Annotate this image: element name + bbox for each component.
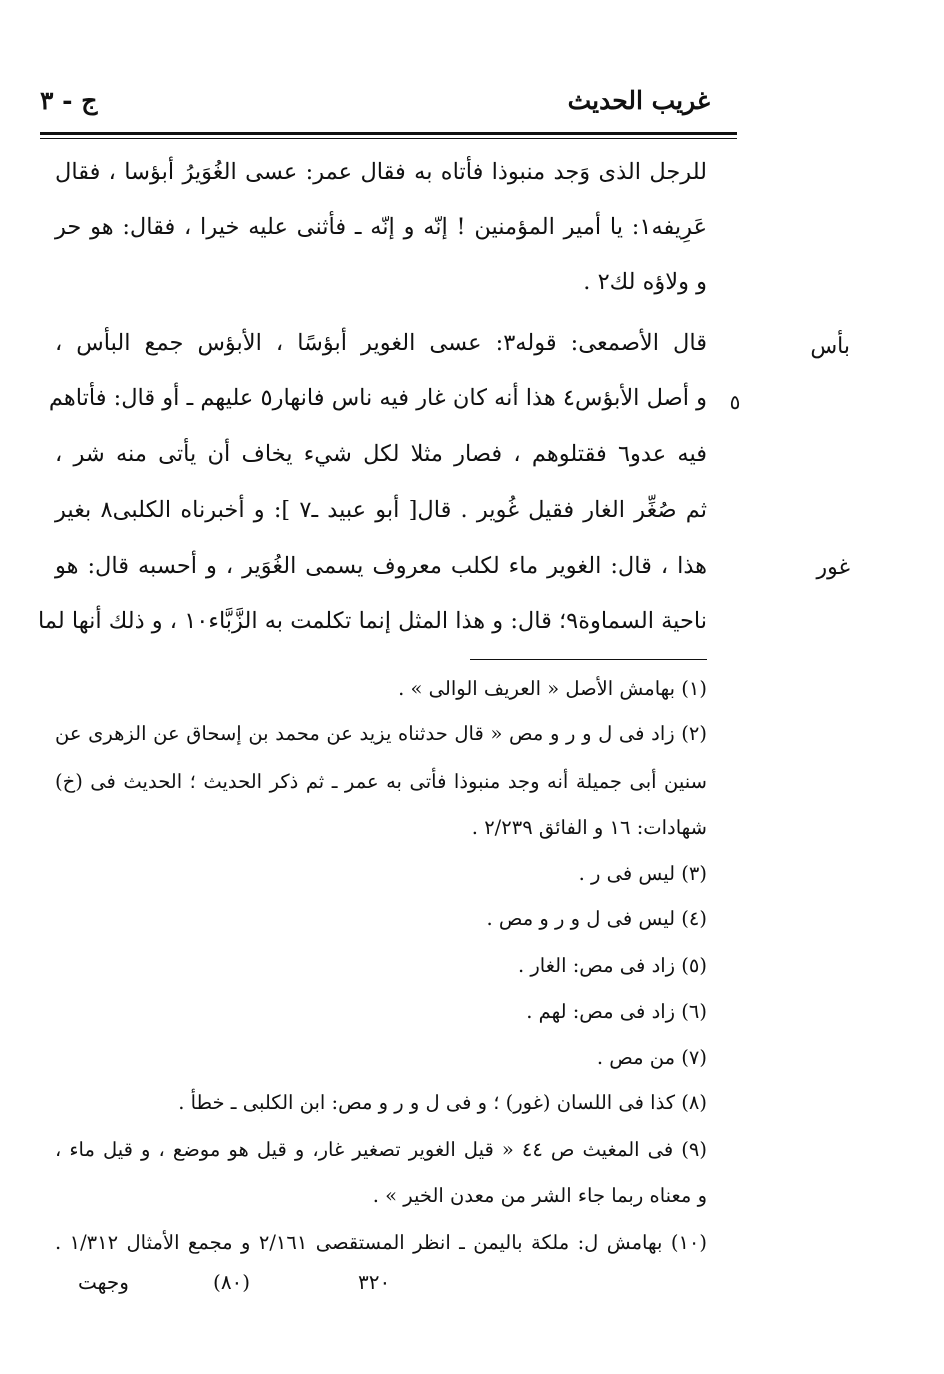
footnote-line: (٥) زاد فى مص: الغار .: [517, 954, 707, 977]
signature-mark: (٨٠): [213, 1270, 251, 1294]
body-line: فيه عدو٦ فقتلوهم ، فصار مثلا لكل شيء يخاف أن يأتى منه شر ،: [55, 441, 707, 467]
footnote-line: (٣) ليس فى ر .: [578, 862, 707, 885]
volume-label: ج - ٣: [40, 86, 98, 115]
page-number: ٣٢٠: [358, 1270, 391, 1294]
page-header: [40, 86, 710, 128]
body-line: هذا ، قال: الغوير ماء لكلب معروف يسمى الغُوَير ، و أحسبه قال: هو: [55, 553, 707, 579]
margin-root-word: غور: [816, 555, 850, 580]
footnote-line: (٩) فى المغيث ص ٤٤ « قيل الغوير تصغير غار، و قيل هو موضع ، و قيل ماء ،: [55, 1138, 708, 1161]
footnote-line: و معناه ربما جاء الشر من معدن الخير » .: [372, 1184, 707, 1207]
book-title: غريب الحديث: [567, 86, 710, 115]
footnote-rule: [470, 659, 707, 660]
footnote-line: شهادات: ١٦ و الفائق ٢/٢٣٩ .: [471, 816, 707, 839]
footnote-line: (٧) من مص .: [596, 1046, 707, 1069]
body-line: ثم صُغِّر الغار فقيل غُوير . قال[ أبو عبيد ـ٧ ]: و أخبرناه الكلبى٨ بغير: [55, 497, 707, 523]
footnote-line: (٦) زاد فى مص: لهم .: [526, 1000, 707, 1023]
footnote-line: (٤) ليس فى ل و ر و مص .: [486, 907, 707, 930]
body-line: و أصل الأبؤس٤ هذا أنه كان غار فيه ناس فانهار٥ عليهم ـ أو قال: فأتاهم: [48, 385, 707, 411]
footnote-line: (١٠) بهامش ل: ملكة باليمن ـ انظر المستقصى ٢/١٦١ و مجمع الأمثال ١/٣١٢ .: [55, 1231, 707, 1254]
footnote-line: (١) بهامش الأصل « العريف الوالى » .: [398, 677, 707, 700]
footnote-line: (٢) زاد فى ل و ر و مص « قال حدثناه يزيد عن محمد بن إسحاق عن الزهرى عن: [55, 722, 707, 745]
catchword: وجهت: [78, 1270, 129, 1294]
header-rule-thin: [40, 138, 737, 139]
header-rule: [40, 132, 737, 135]
body-line: عَرِيفه١: يا أمير المؤمنين ! إنّه و إنّه ـ فأثنى عليه خيرا ، فقال: هو حر: [55, 214, 707, 240]
body-line: قال الأصمعى: قوله٣: عسى الغوير أبؤسًا ، الأبؤس جمع البأس ،: [55, 330, 707, 356]
footnote-line: سنين أبى جميلة أنه وجد منبوذا فأتى به عمر ـ ثم ذكر الحديث ؛ الحديث فى (خ): [55, 770, 707, 793]
line-number: ٥: [729, 390, 741, 414]
footnote-line: (٨) كذا فى اللسان (غور) ؛ و فى ل و ر و مص: ابن الكلبى ـ خطأ .: [178, 1091, 707, 1114]
body-line: للرجل الذى وَجد منبوذا فأتاه به فقال عمر: عسى الغُوَيرُ أبؤسا ، فقال: [55, 159, 707, 185]
body-line: ناحية السماوة٩؛ قال: و هذا المثل إنما تكلمت به الزَّبَّاء١٠ ، و ذلك أنها لما: [38, 608, 707, 634]
body-line: و ولاؤه لك٢ .: [583, 269, 707, 295]
margin-root-word: بأس: [810, 334, 850, 359]
